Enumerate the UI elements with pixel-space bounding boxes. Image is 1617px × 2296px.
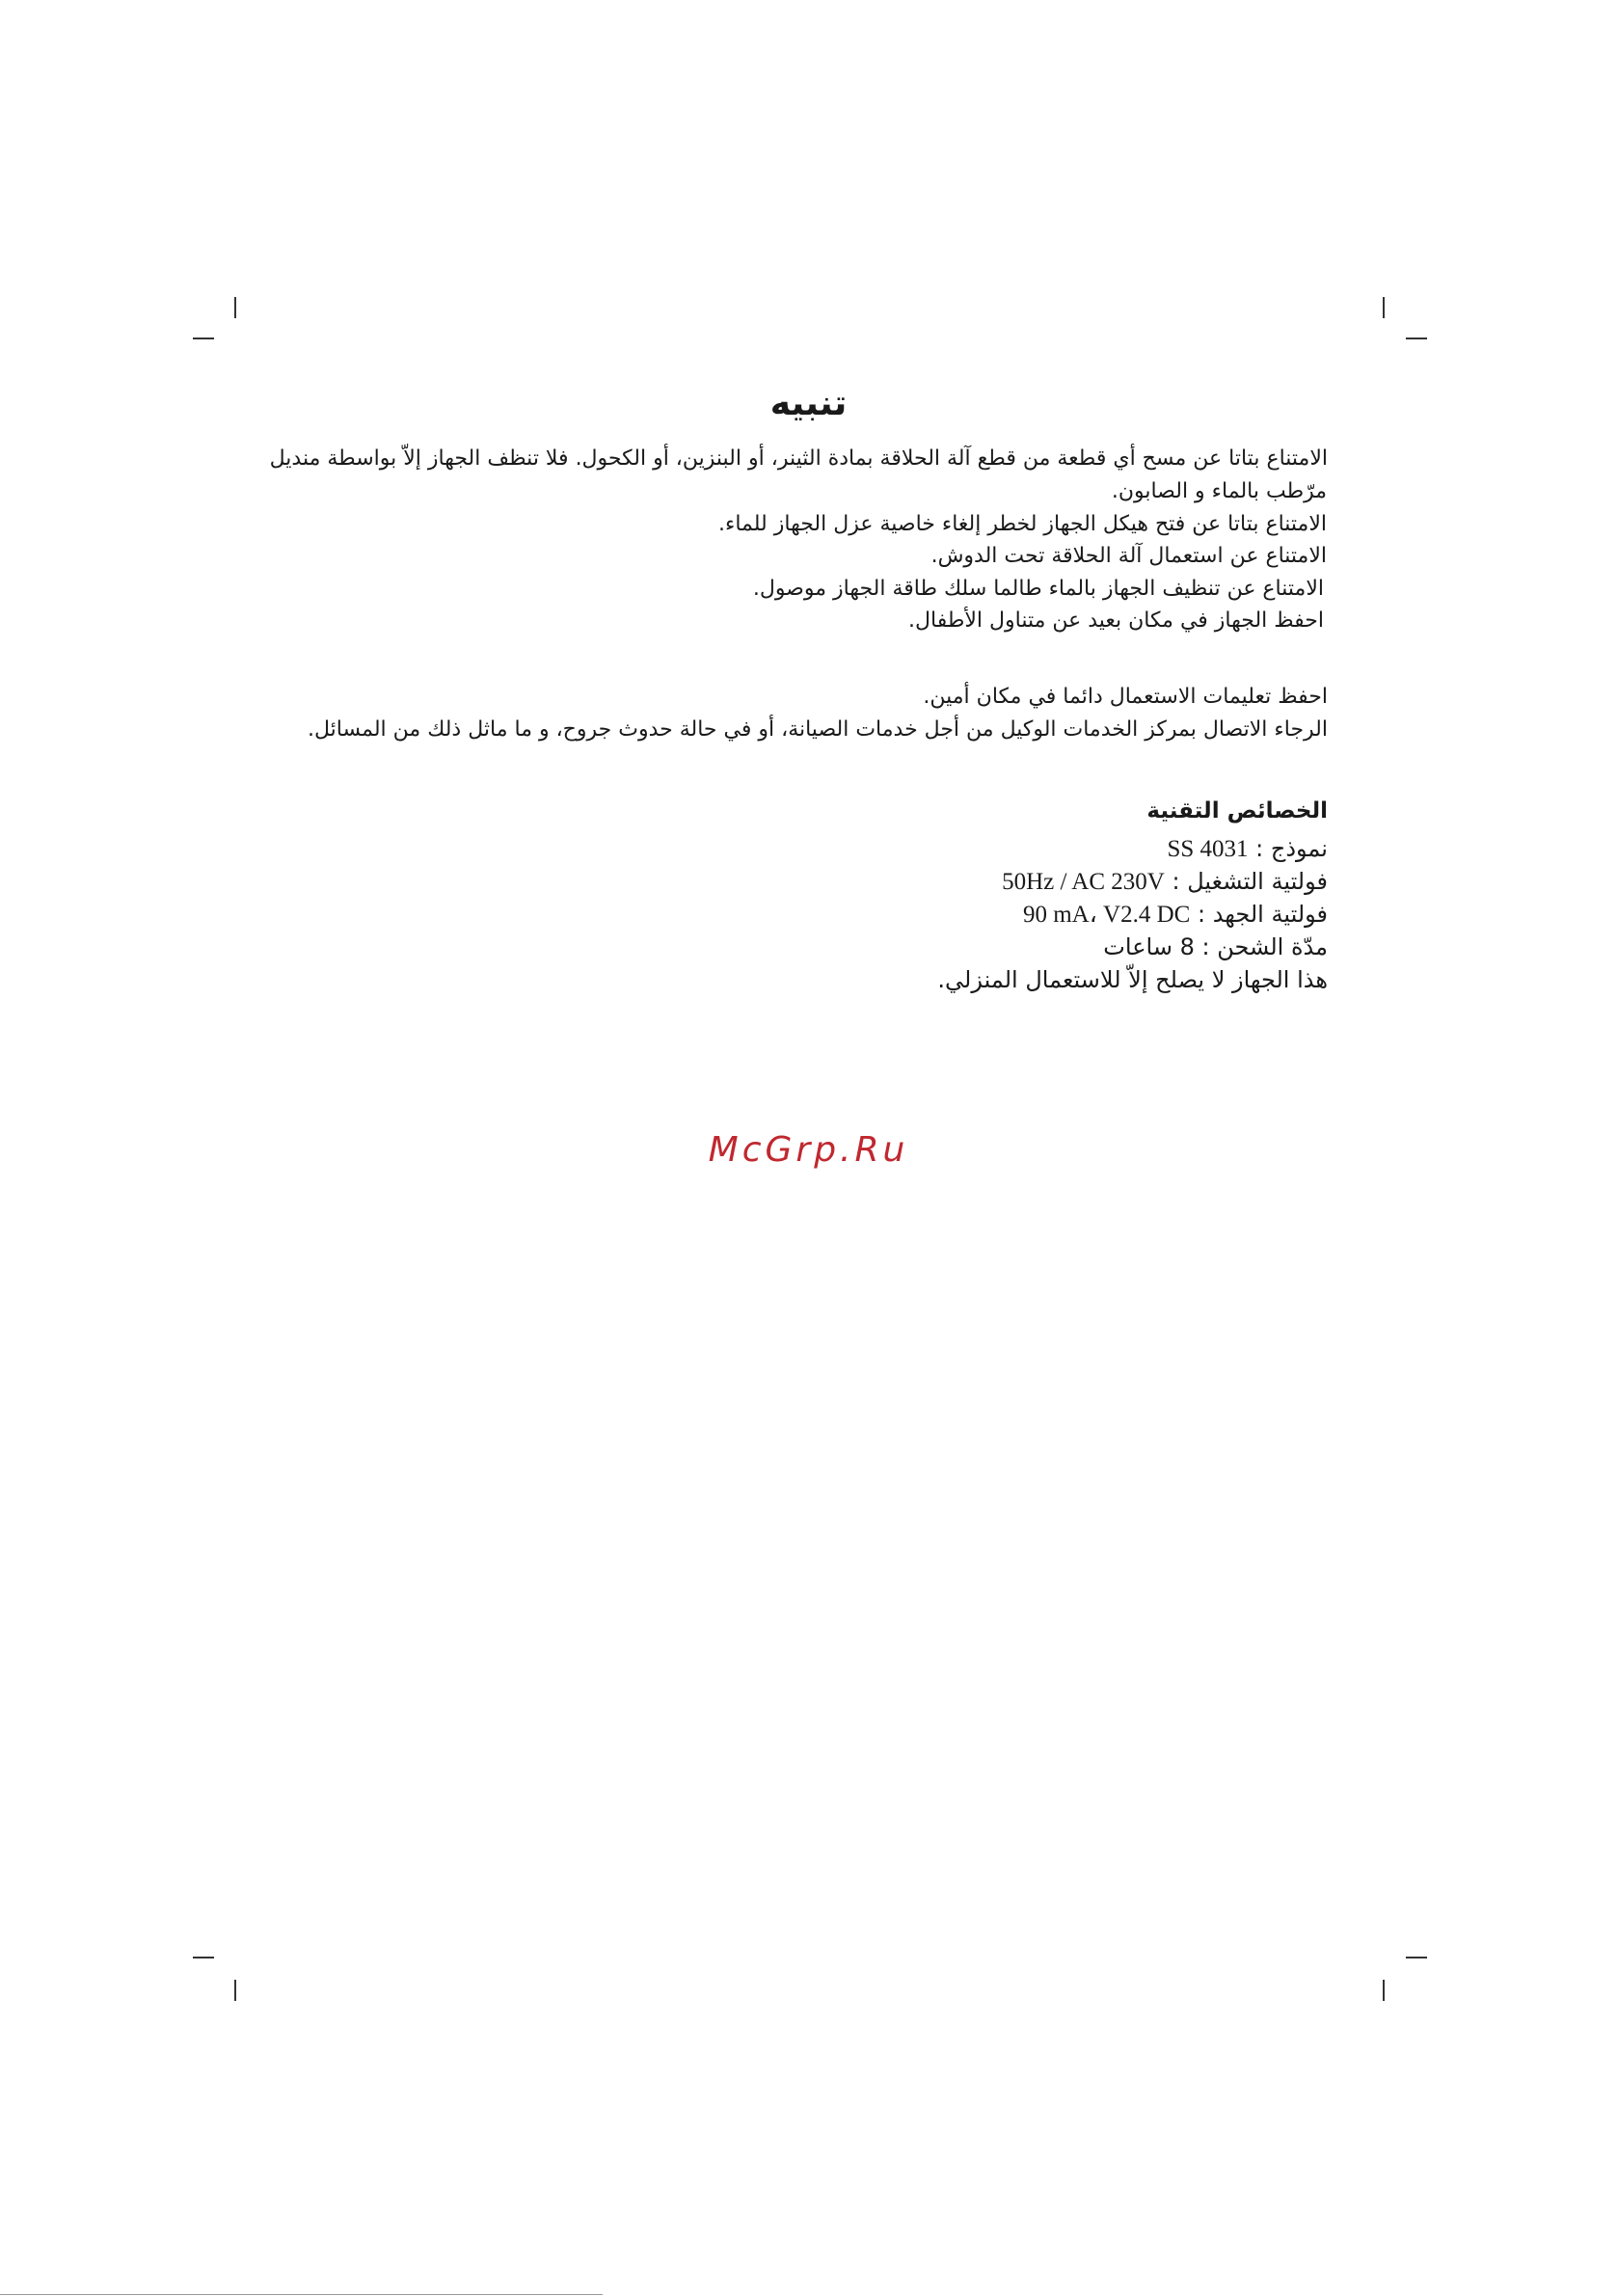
spec-operating-voltage <box>1002 866 1328 898</box>
crop-mark <box>1406 1957 1427 1958</box>
crop-mark <box>1383 297 1385 318</box>
bottom-rule <box>0 2294 603 2295</box>
warning-line-6: احفظ الجهاز في مكان بعيد عن متناول الأطفال. <box>908 608 1324 633</box>
spec-household-note: هذا الجهاز لا يصلح إلاّ للاستعمال المنزلي. <box>937 966 1328 993</box>
spec-operating-voltage-label: فولتية التشغيل : <box>1172 868 1328 895</box>
warning-line-2: مرّطب بالماء و الصابون. <box>1111 479 1327 503</box>
page-title: تنبيه <box>769 384 848 423</box>
warning-line-4: الامتناع عن استعمال آلة الحلاقة تحت الدوش. <box>930 544 1327 568</box>
crop-mark <box>1383 1980 1385 2001</box>
spec-voltage-value: 90 mA، V2.4 DC <box>1022 902 1191 928</box>
spec-charge-time: مدّة الشحن : 8 ساعات <box>1103 933 1328 960</box>
warning-line-3: الامتناع بتاتا عن فتح هيكل الجهاز لخطر إلغاء خاصية عزل الجهاز للماء. <box>718 512 1327 536</box>
spec-voltage <box>1023 899 1328 931</box>
specs-heading: الخصائص التقنية <box>1146 798 1328 824</box>
crop-mark <box>193 338 214 339</box>
warning-line-1: الامتناع بتاتا عن مسح أي قطعة من قطع آلة الحلاقة بمادة الثينر، أو البنزين، أو الكحول. فلا تنظف الجهاز إلاّ بواسطة منديل <box>269 446 1328 471</box>
spec-model <box>1167 833 1328 865</box>
note-line-2: الرجاء الاتصال بمركز الخدمات الوكيل من أجل خدمات الصيانة، أو في حالة حدوث جروح، و ما ماثل ذلك من المسائل. <box>308 717 1328 742</box>
crop-mark <box>1406 338 1427 339</box>
spec-voltage-label: فولتية الجهد : <box>1197 901 1328 928</box>
spec-operating-voltage-value: 50Hz / AC 230V <box>1002 869 1165 895</box>
crop-mark <box>193 1957 214 1958</box>
watermark: McGrp.Ru <box>708 1130 909 1170</box>
crop-mark <box>234 297 236 318</box>
spec-model-value: SS 4031 <box>1167 836 1249 862</box>
spec-model-label: نموذج : <box>1255 835 1328 862</box>
crop-mark <box>234 1980 236 2001</box>
warning-line-5: الامتناع عن تنظيف الجهاز بالماء طالما سلك طاقة الجهاز موصول. <box>752 577 1324 601</box>
note-line-1: احفظ تعليمات الاستعمال دائما في مكان أمين. <box>923 685 1328 709</box>
